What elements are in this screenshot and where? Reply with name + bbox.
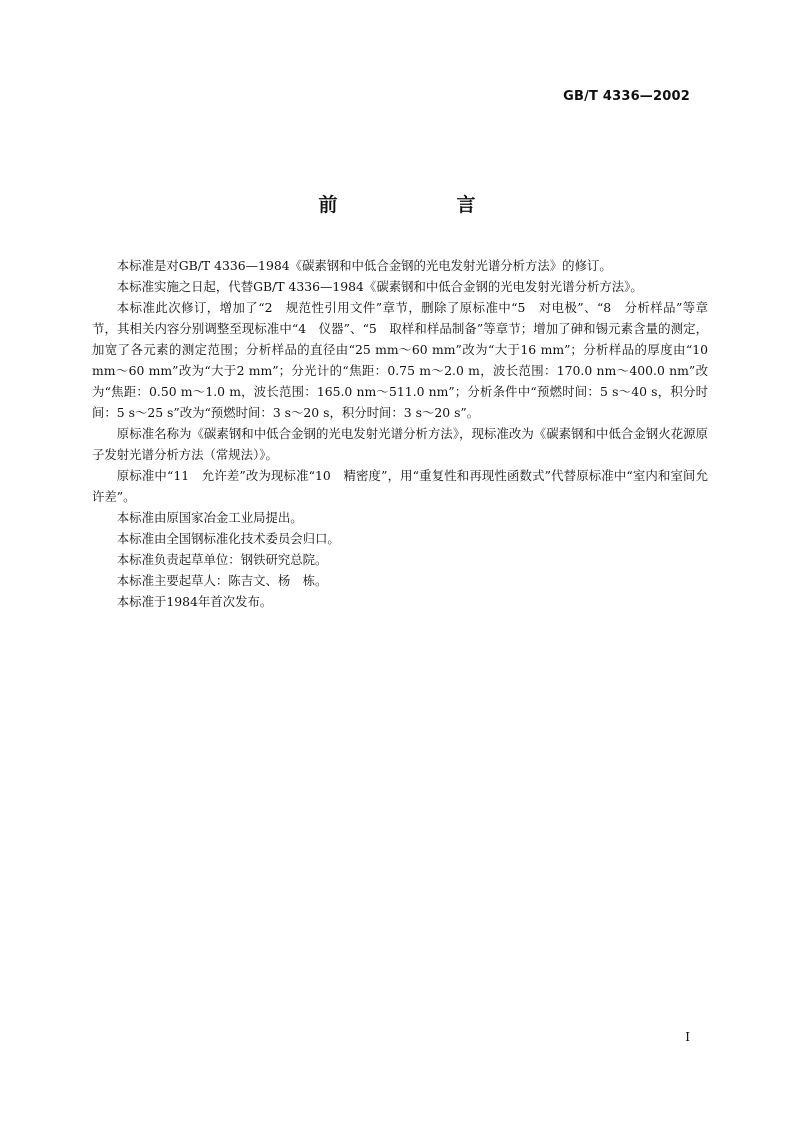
paragraph-replacement: 本标准实施之日起，代替GB/T 4336—1984《碳素钢和中低合金钢的光电发射光谱分析方法》。 (116, 279, 643, 294)
paragraph-changes: 本标准此次修订，增加了“2 规范性引用文件”章节，删除了原标准中“5 对电极”、“8 分析样品”等章节，其相关内容分别调整至现标准中“4 仪器”、“5 取样和样品制备”等章节；增加了砷和锡元素含量的测定，加宽了各元素的测定范围；分析样品的直径由“25 mm～60 mm”改为“大于16 mm”；分析样品的厚度由“10 mm～60 mm”改为“大于2 mm”；分光计的“焦距：0.75 m～2.0 m，波长范围：170.0 nm～400.0 nm”改为“焦距：0.50 m～1.0 m，波长范围：165.0 nm～511.0 nm”；分析条件中“预燃时间：5 s～40 s，积分时间：5 s～25 s”改为“预燃时间：3 s～20 s，积分时间：3 s～20 s”。 (92, 300, 708, 420)
standard-code: GB/T 4336—2002 (563, 89, 690, 104)
document-body (92, 255, 708, 612)
paragraph-precision: 原标准中“11 允许差”改为现标准“10 精密度”，用“重复性和再现性函数式”代替原标准中“室内和室间允许差”。 (92, 468, 708, 504)
paragraph-revision: 本标准是对GB/T 4336—1984《碳素钢和中低合金钢的光电发射光谱分析方法》的修订。 (116, 258, 612, 273)
page-title: 前 言 (318, 194, 526, 216)
paragraph-committee: 本标准由全国钢标准化技术委员会归口。 (116, 531, 340, 546)
paragraph-drafting-unit: 本标准负责起草单位：钢铁研究总院。 (116, 552, 328, 567)
page-number: I (685, 1030, 690, 1044)
paragraph-first-release: 本标准于1984年首次发布。 (116, 594, 273, 609)
paragraph-drafters: 本标准主要起草人：陈吉文、杨 栋。 (116, 573, 328, 588)
paragraph-proposer: 本标准由原国家冶金工业局提出。 (116, 510, 303, 525)
paragraph-name-change: 原标准名称为《碳素钢和中低合金钢的光电发射光谱分析方法》，现标准改为《碳素钢和中低合金钢火花源原子发射光谱分析方法（常规法）》。 (92, 426, 708, 462)
